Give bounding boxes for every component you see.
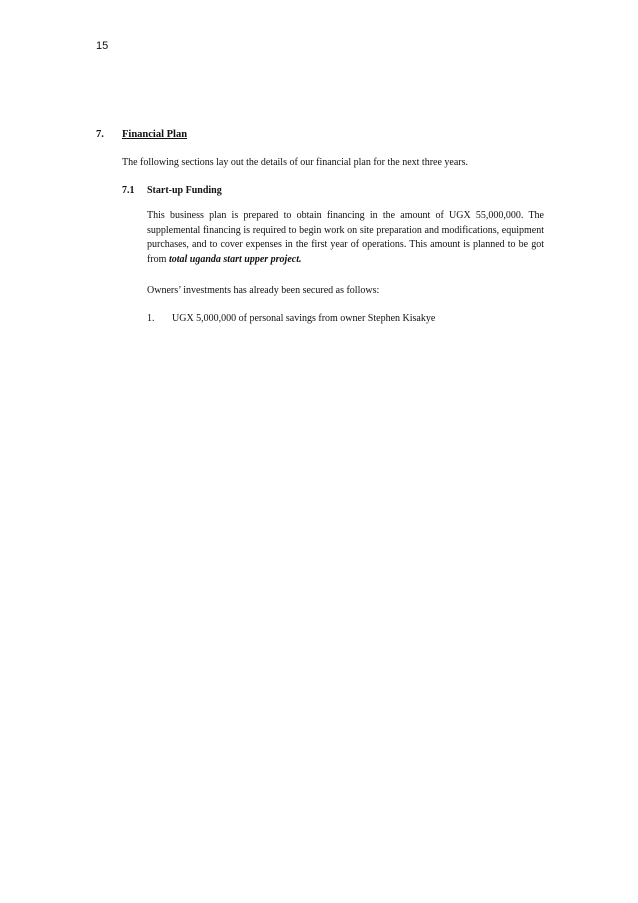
subsection-heading [122, 185, 222, 196]
funding-paragraph-text: This business plan is prepared to obtain financing in the amount of UGX 55,000,000. The supplemental financing is required to begin work on site preparation and modifications, equipment purchases, and to cover expenses in the first year of operations. This amount is planned to be got from [147, 210, 544, 265]
list-item-text: UGX 5,000,000 of personal savings from owner Stephen Kisakye [172, 313, 436, 324]
section-number: 7. [96, 129, 104, 140]
funding-source-emphasis: total uganda start upper project. [168, 253, 302, 265]
page-number: 15 [96, 40, 109, 52]
section-heading [96, 129, 187, 140]
subsection-number: 7.1 [122, 185, 135, 196]
section-intro: The following sections lay out the details of our financial plan for the next three years. [122, 157, 469, 168]
subsection-title: Start-up Funding [147, 185, 222, 196]
funding-paragraph [147, 209, 544, 267]
section-title: Financial Plan [122, 129, 188, 140]
list-item [147, 313, 435, 324]
list-item-number: 1. [147, 313, 155, 324]
investments-intro: Owners’ investments has already been secured as follows: [147, 285, 380, 296]
